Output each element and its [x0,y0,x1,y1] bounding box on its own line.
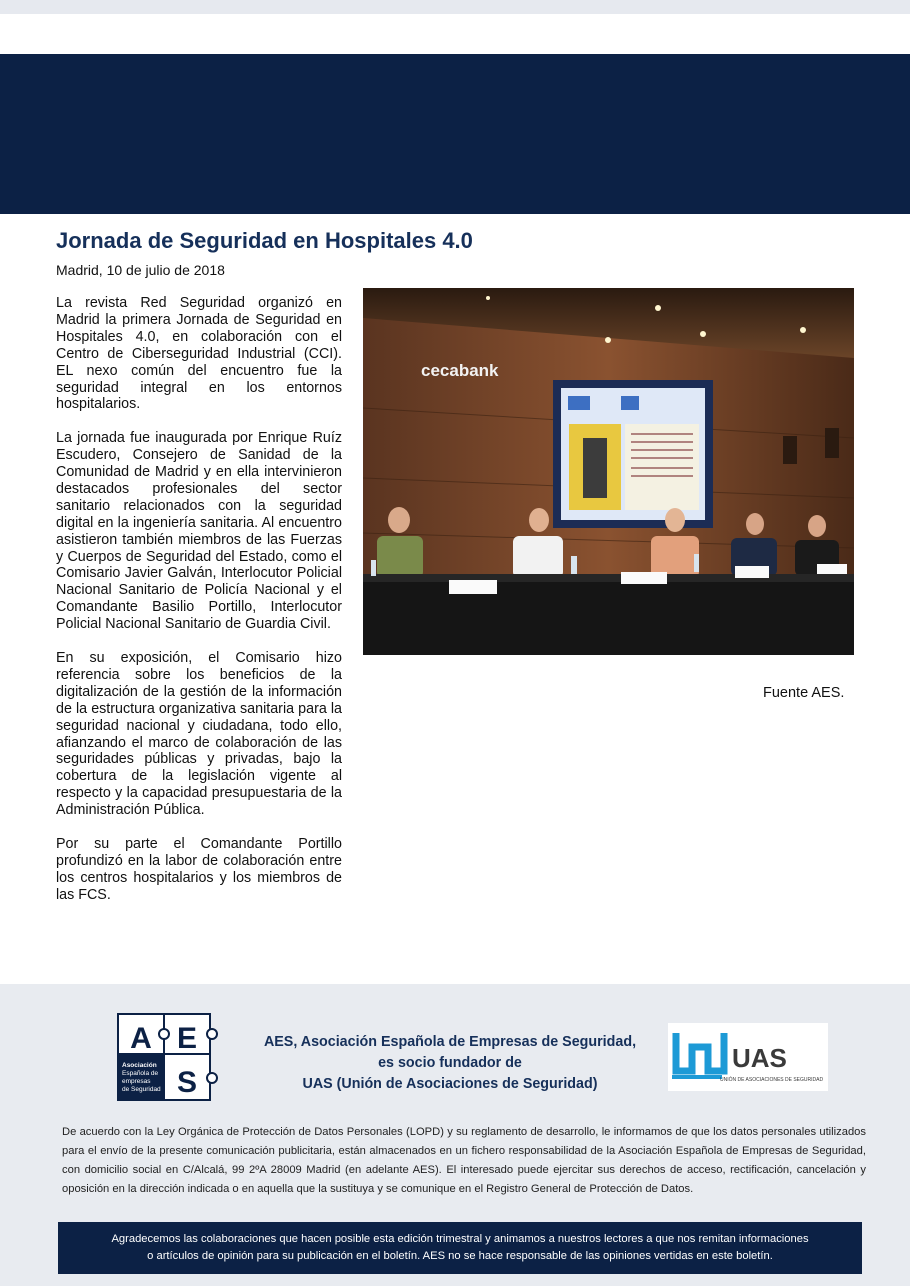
conference-photo [363,288,854,655]
conference-photo-illustration [363,288,854,655]
article-paragraph: Por su parte el Comandante Portillo profundizó en la labor de colaboración entre los centros hospitalarios y los miembros de las FCS. [56,835,342,903]
uas-logo[interactable] [668,1023,828,1091]
aes-letter-a: A [130,1022,152,1055]
photo-caption: Fuente AES. [763,685,845,701]
article-paragraph: La jornada fue inaugurada por Enrique Ruíz Escudero, Consejero de Sanidad de la Comunidad de Madrid y en ella intervinieron destacados profesionales del sector sanitario relacionados con la seguridad digital en la ingeniería sanitaria. Al encuentro asistieron también miembros de las Fuerzas y Cuerpos de Seguridad del Estado, como el Comisario Javier Galván, Interlocutor Policial Nacional Sanitario de Policía Nacional y el Comandante Basilio Portillo, Interlocutor Policial Nacional Sanitario de Guardia Civil. [56,430,342,633]
association-line: es socio fundador de [378,1055,522,1071]
header-banner [0,54,910,214]
association-line: UAS (Unión de Asociaciones de Seguridad) [302,1076,598,1092]
article-paragraph: La revista Red Seguridad organizó en Madrid la primera Jornada de Seguridad en Hospitales 4.0, en colaboración con el Centro de Ciberseguridad Industrial (CCI). EL nexo común del encuentro fue la seguridad integral en los entornos hospitalarios. [56,295,342,413]
aes-logo-text: de Seguridad [122,1086,161,1093]
top-strip [0,0,910,14]
article-body [56,295,342,920]
aes-logo[interactable] [116,1012,220,1104]
uas-wordmark: UAS [732,1043,787,1073]
uas-logo-mark [668,1023,828,1091]
association-line: AES, Asociación Española de Empresas de Seguridad, [263,1034,637,1050]
wall-sign: cecabank [421,361,499,380]
aes-logo-text: Española de [122,1070,159,1077]
notice-line: o artículos de opinión para su publicación en el boletín. AES no se hace responsable de las opiniones vertidas en este boletín. [147,1250,773,1262]
aes-letter-e: E [176,1022,198,1055]
aes-letter-s: S [176,1066,198,1099]
contribution-notice [58,1222,862,1274]
aes-logo-text: empresas [122,1078,151,1085]
article-paragraph: En su exposición, el Comisario hizo referencia sobre los beneficios de la digitalización de la gestión de la información de la estructura organizativa sanitaria para la seguridad nacional y ciudadana, todo ello, afianzando el marco de colaboración de las seguridades públicas y privadas, bajo la cobertura de la legislación vigente al respecto y la capacidad presupuestaria de la Administración Pública. [56,650,342,819]
aes-logo-text: Asociación [122,1062,157,1069]
article-title: Jornada de Seguridad en Hospitales 4.0 [56,228,473,253]
aes-logo-puzzle [116,1012,220,1104]
legal-notice: De acuerdo con la Ley Orgánica de Protección de Datos Personales (LOPD) y su reglamento de desarrollo, le informamos de que los datos personales utilizados para el envío de la presente comunicación publicitaria, están almacenados en un fichero responsabilidad de la Asociación Española de Empresas de Seguridad, con domicilio social en C/Alcalá, 99 2ºA 28009 Madrid (en adelante AES). El interesado puede ejercitar sus derechos de acceso, rectificación, cancelación y oposición en la dirección indicada o en aquella que la sustituya y se comunique en el Registro General de Protección de Datos. [62,1126,866,1195]
article-dateline: Madrid, 10 de julio de 2018 [56,262,225,278]
notice-line: Agradecemos las colaboraciones que hacen posible esta edición trimestral y animamos a nuestros lectores a que nos remitan informaciones [111,1233,809,1245]
uas-tagline: UNIÓN DE ASOCIACIONES DE SEGURIDAD [720,1077,824,1083]
association-statement [230,1032,670,1095]
